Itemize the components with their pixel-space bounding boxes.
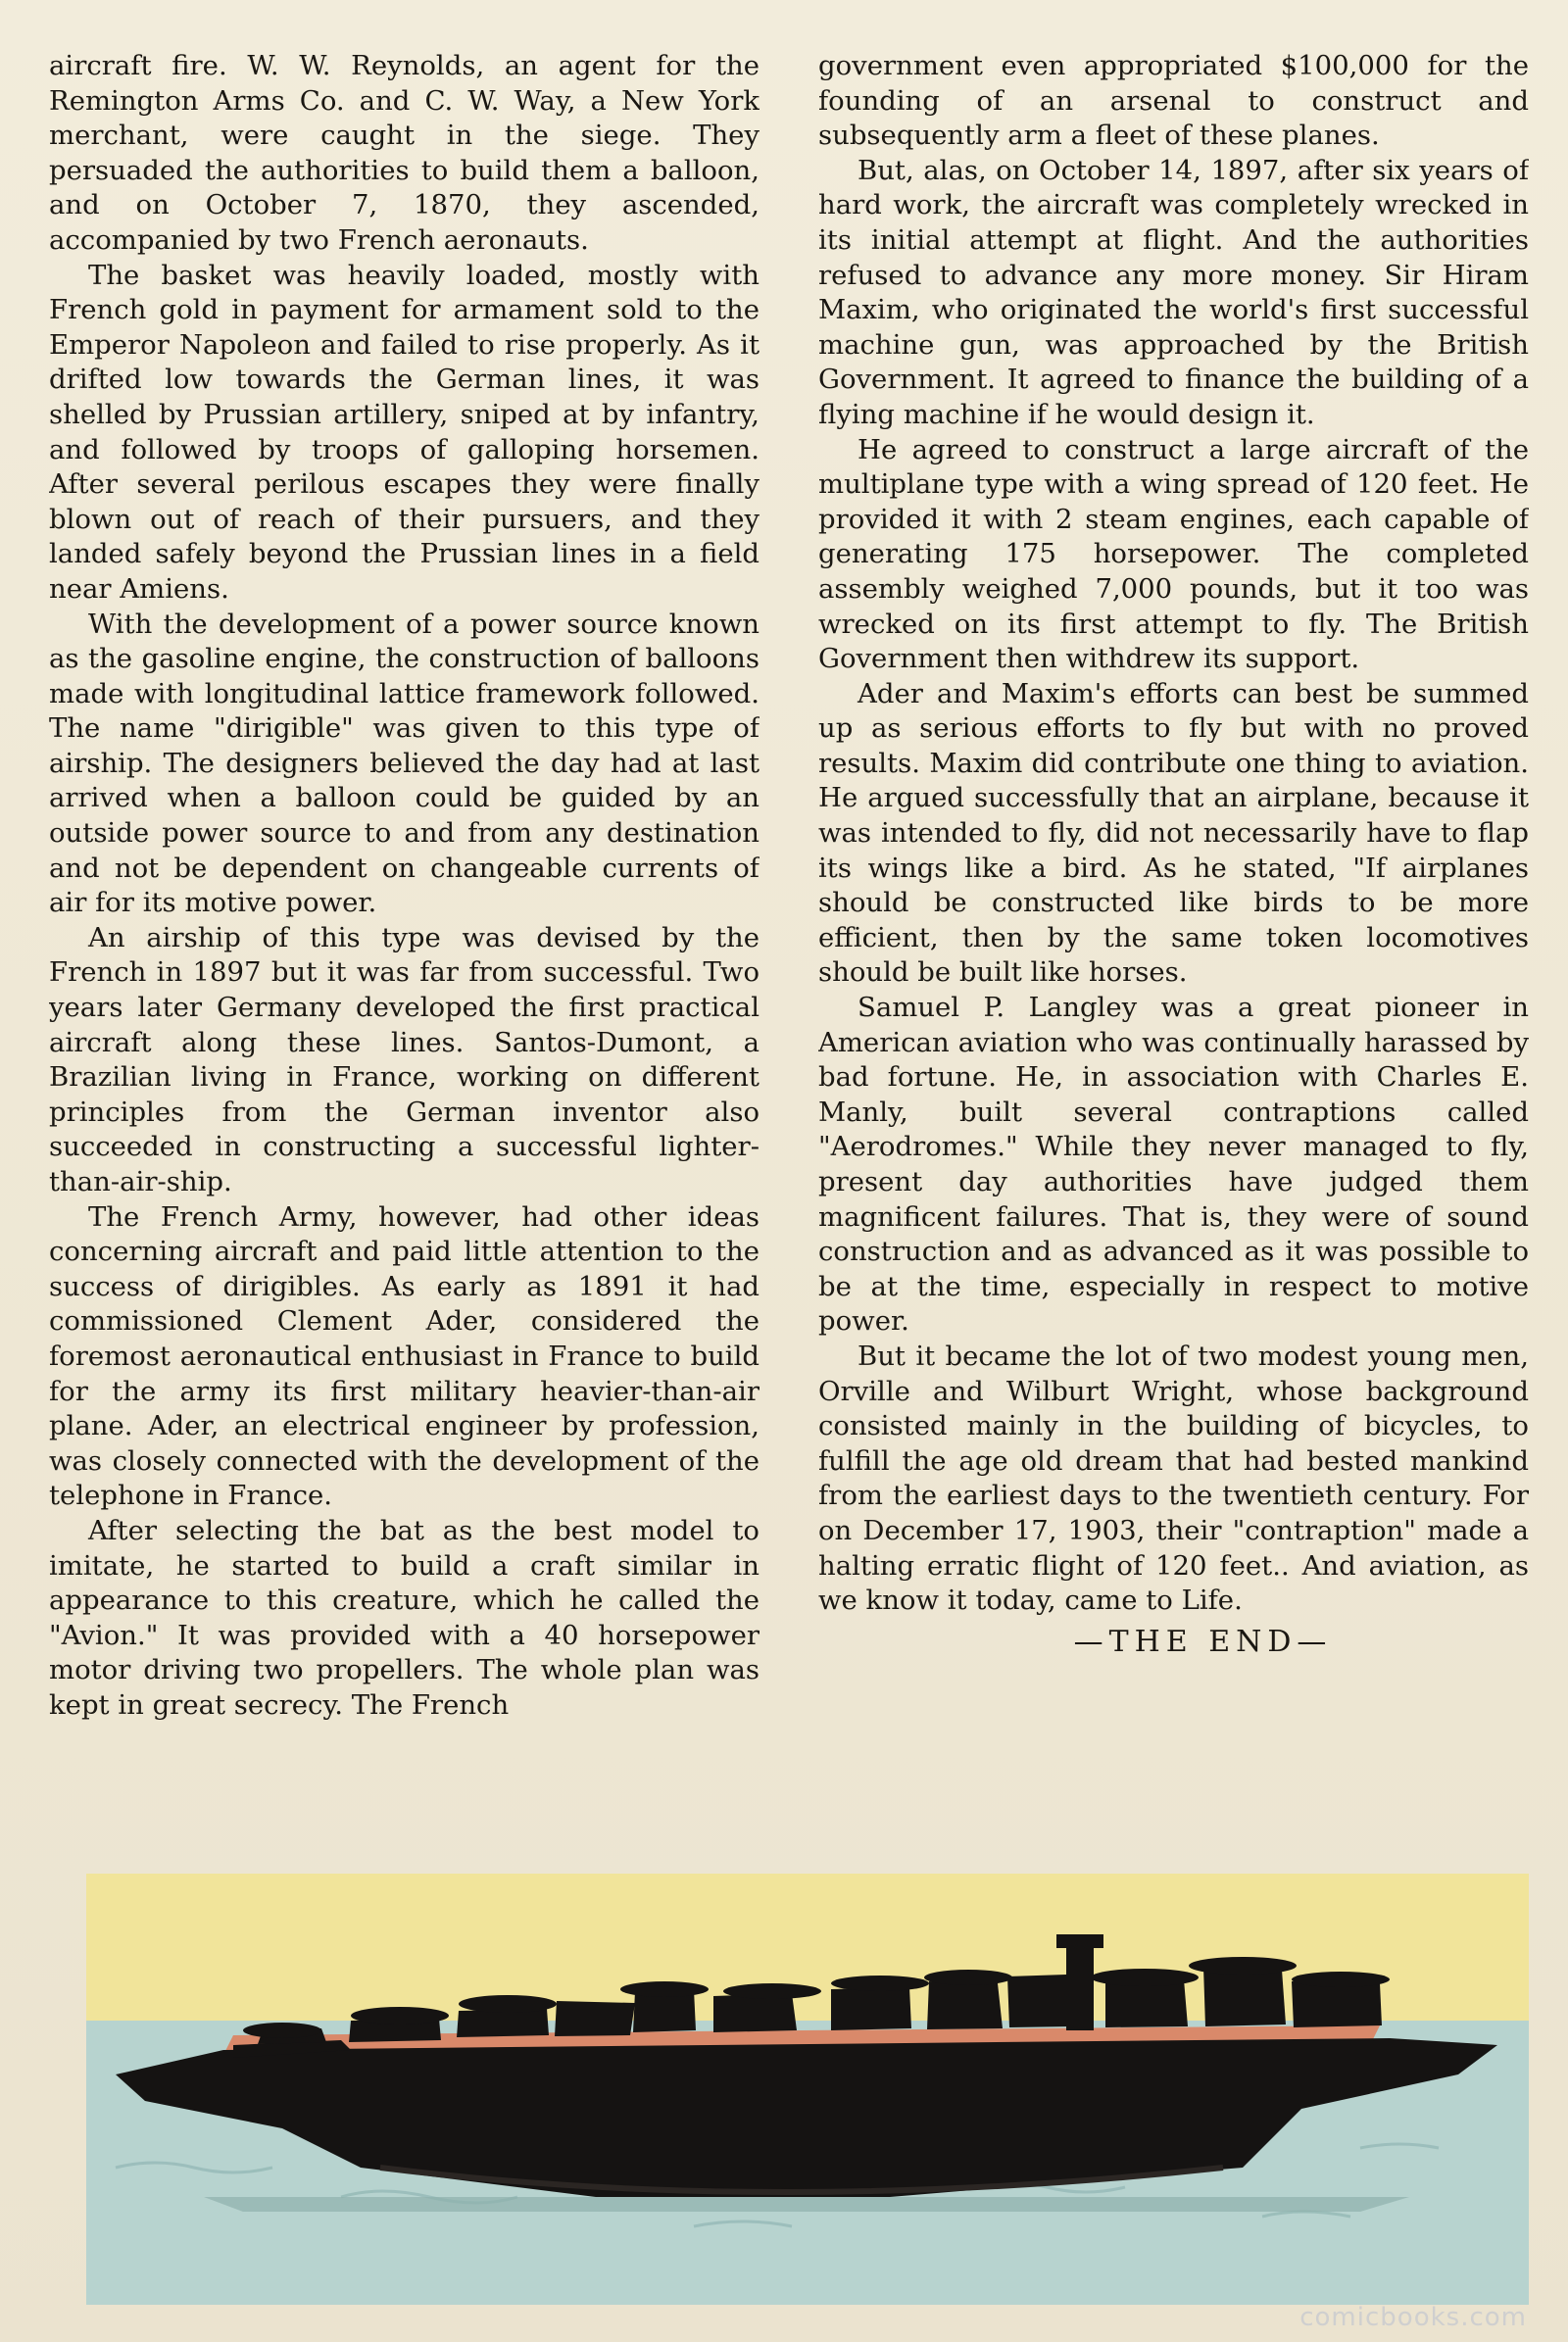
paragraph: aircraft fire. W. W. Reynolds, an agent for the Remington Arms Co. and C. W. Way, a New York merchant, were caught in the siege. They persuaded the authorities to build them a balloon, and on October 7, 1870, they ascended, accompanied by two French aeronauts.: [49, 50, 760, 256]
paragraph: An airship of this type was devised by the French in 1897 but it was far from successful. Two years later Germany developed the first practical aircraft along these lines. Santos-Dumont, a Brazilian living in France, working on different principles from the German inventor also succeeded in constructing a successful lighter-than-air-ship.: [49, 921, 760, 1197]
article-columns: [49, 49, 1529, 1783]
paragraph: After selecting the bat as the best model to imitate, he started to build a craft similar in appearance to this creature, which he called the "Avion." It was provided with a 40 horsepower motor driving two propellers. The whole plan was kept in great secrecy. The French: [49, 1514, 760, 1721]
paragraph: The basket was heavily loaded, mostly with French gold in payment for armament sold to the Emperor Napoleon and failed to rise properly. As it drifted low towards the German lines, it was shelled by Prussian artillery, sniped at by infantry, and followed by troops of galloping horsemen. After several perilous escapes they were finally blown out of reach of their pursuers, and they landed safely beyond the Prussian lines in a field near Amiens.: [49, 259, 760, 605]
paragraph: But, alas, on October 14, 1897, after six years of hard work, the aircraft was completely wrecked in its initial attempt at flight. And the authorities refused to advance any more money. Sir Hiram Maxim, who originated the world's first successful machine gun, was approached by the British Government. It agreed to finance the building of a flying machine if he would design it.: [818, 154, 1529, 430]
the-end-mark: —THE END—: [1073, 1624, 1333, 1659]
paragraph: Samuel P. Langley was a great pioneer in American aviation who was continually harassed by bad fortune. He, in association with Charles E. Manly, built several contraptions called "Aerodromes." While they never managed to fly, present day authorities have judged them magnificent failures. That is, they were of sound construction and as advanced as it was possible to be at the time, especially in respect to motive power.: [818, 992, 1529, 1338]
carrier-silhouette-icon: [86, 1874, 1529, 2305]
paragraph: But it became the lot of two modest young men, Orville and Wilburt Wright, whose background consisted mainly in the building of bicycles, to fulfill the age old dream that had bested mankind from the earliest days to the twentieth century. For on December 17, 1903, their "contraption" made a halting erratic flight of 120 feet.. And aviation, as we know it today, came to Life.: [818, 1340, 1529, 1617]
paragraph: He agreed to construct a large aircraft of the multiplane type with a wing spread of 120 feet. He provided it with 2 steam engines, each capable of generating 175 horsepower. The completed assembly weighed 7,000 pounds, but it too was wrecked on its first attempt to fly. The British Government then withdrew its support.: [818, 433, 1529, 675]
paragraph: With the development of a power source known as the gasoline engine, the construction of balloons made with longitudinal lattice framework followed. The name "dirigible" was given to this type of airship. The designers believed the day had at last arrived when a balloon could be guided by an outside power source to and from any destination and not be dependent on changeable currents of air for its motive power.: [49, 608, 760, 919]
paragraph: Ader and Maxim's efforts can best be summed up as serious efforts to fly but with no proved results. Maxim did contribute one thing to aviation. He argued successfully that an airplane, because it was intended to fly, did not necessarily have to flap its wings like a bird. As he stated, "If airplanes should be constructed like birds to be more efficient, then by the same token locomotives should be built like horses.: [818, 677, 1529, 989]
paragraph: government even appropriated $100,000 for the founding of an arsenal to construct and subsequently arm a fleet of these planes.: [818, 50, 1529, 152]
aircraft-carrier-illustration: [86, 1874, 1529, 2305]
watermark: comicbooks.com: [1299, 2303, 1527, 2332]
paragraph: The French Army, however, had other ideas concerning aircraft and paid little attention to the success of dirigibles. As early as 1891 it had commissioned Clement Ader, considered the foremost aeronautical enthusiast in France to build for the army its first military heavier-than-air plane. Ader, an electrical engineer by profession, was closely connected with the development of the telephone in France.: [49, 1200, 760, 1512]
left-column: [49, 49, 760, 1783]
right-column: [818, 49, 1529, 1783]
